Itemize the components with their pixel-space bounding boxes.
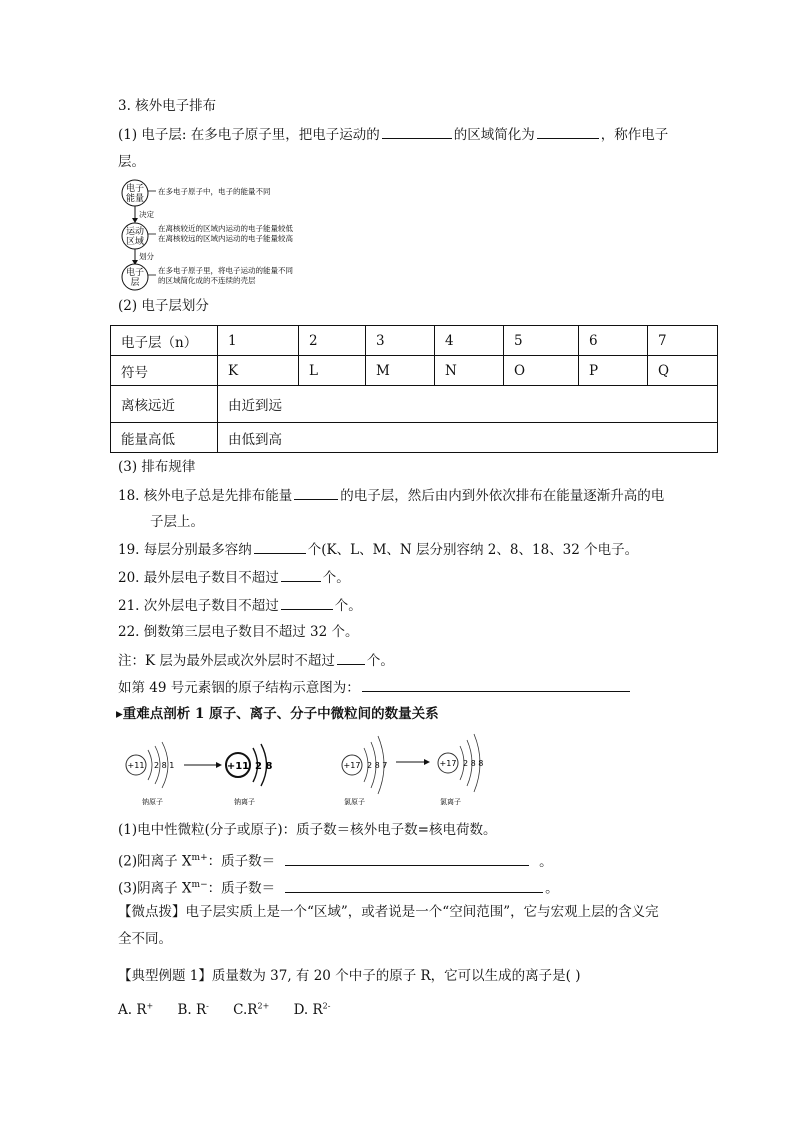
diagram-node-layer: [122, 264, 148, 290]
table-cell: 7: [648, 326, 718, 356]
table-cell: K: [218, 356, 299, 386]
table-row: [111, 356, 718, 386]
cation-part-a: (2)阳离子 X: [118, 853, 192, 870]
rule21-part-b: 个。: [334, 598, 362, 614]
diagram-desc-2b: 在离核较远的区域内运动的电子能量较高: [158, 234, 293, 243]
table-cell: N: [435, 356, 504, 386]
na-nucleus: +11: [127, 761, 145, 770]
rule18-part-a: 18. 核外电子总是先排布能量: [118, 488, 293, 504]
note-part-a: 注：K 层为最外层或次外层时不超过: [118, 653, 335, 669]
option-a-sup: +: [146, 1001, 154, 1010]
option-d-sup: 2-: [322, 1001, 331, 1010]
option-d[interactable]: [294, 1002, 331, 1018]
diagram-desc-2a: 在离核较近的区域内运动的电子能量较低: [158, 224, 293, 233]
anion-part-a: (3)阴离子 X: [118, 880, 192, 897]
na-ion-nucleus: +11: [226, 761, 250, 772]
arrow-divide: [132, 249, 154, 265]
blank-1[interactable]: [382, 124, 452, 139]
p1-label: (1) 电子层: 在多电子原子里，把电子运动的: [118, 127, 380, 143]
rule20-part-b: 个。: [322, 570, 350, 586]
atom-ion-diagrams: [118, 728, 498, 810]
table-row: [111, 423, 718, 453]
p1-mid: 的区域简化为: [453, 127, 535, 143]
table-cell: 由近到远: [218, 386, 718, 423]
table-header-cell: 能量高低: [111, 423, 218, 453]
section-title: 3. 核外电子排布: [118, 98, 217, 114]
example-1-title: 【典型例题 1】质量数为 37, 有 20 个中子的原子 R，它可以生成的离子是( ): [118, 968, 581, 984]
subsection-3-title: (3) 排布规律: [118, 459, 196, 475]
arrow-na: [184, 762, 222, 768]
example-49: [118, 677, 632, 698]
p1-end: ，称作电子: [600, 127, 669, 143]
rule-18-continuation: 子层上。: [150, 514, 204, 530]
diagram-node-energy: [122, 180, 148, 206]
blank-rule18[interactable]: [294, 485, 338, 500]
cation-part-b: ：质子数＝: [207, 853, 276, 870]
table-cell: L: [299, 356, 366, 386]
table-header-cell: 符号: [111, 356, 218, 386]
anion-part-b: ：质子数＝: [207, 880, 276, 897]
option-a-base: A. R: [118, 1001, 147, 1018]
option-b-base: B. R: [177, 1001, 207, 1018]
arrow-divide-label: 划分: [139, 252, 154, 261]
table-cell: 5: [504, 326, 579, 356]
option-b-sup: -: [206, 1001, 209, 1010]
arrow-decide: [132, 206, 154, 223]
cl-nucleus: +17: [343, 761, 361, 770]
option-c[interactable]: [233, 1002, 269, 1018]
blank-rule21[interactable]: [281, 595, 333, 610]
neutral-particle-rule: (1)电中性微粒(分子或原子)：质子数＝核外电子数=核电荷数。: [118, 822, 497, 838]
table-cell: 3: [366, 326, 435, 356]
cation-end: 。: [539, 853, 553, 870]
na-electrons: 2 8 1: [154, 761, 175, 770]
cl-label: 氯原子: [344, 798, 365, 806]
key-point-heading: ▸重难点剖析 1 原子、离子、分子中微粒间的数量关系: [116, 706, 439, 722]
cl-ion-electrons: 2 8 8: [463, 759, 484, 768]
rule-21: [118, 595, 362, 616]
cation-rule: [118, 848, 553, 872]
example49-text: 如第 49 号元素铟的原子结构示意图为：: [118, 680, 360, 696]
table-header-cell: 电子层（n）: [111, 326, 218, 356]
blank-note[interactable]: [337, 650, 365, 665]
chlorine-ion: [438, 734, 483, 806]
table-cell: P: [579, 356, 648, 386]
table-cell: Q: [648, 356, 718, 386]
electron-layer-diagram: [118, 178, 348, 292]
table-row: [111, 386, 718, 423]
table-cell: 4: [435, 326, 504, 356]
diagram-node-region: [122, 223, 148, 249]
option-a[interactable]: [118, 1002, 153, 1018]
tip-line-1: 【微点拨】电子层实质上是一个“区域”，或者说是一个“空间范围”，它与宏观上层的含义完: [118, 904, 659, 920]
arrow-cl: [396, 759, 430, 765]
blank-2[interactable]: [537, 124, 599, 139]
note-part-b: 个。: [366, 653, 394, 669]
option-b[interactable]: [178, 1002, 209, 1018]
rule19-part-a: 19. 每层分别最多容纳: [118, 542, 252, 558]
table-row: [111, 326, 718, 356]
table-cell: 6: [579, 326, 648, 356]
option-c-base: C.R: [233, 1001, 258, 1018]
cl-ion-nucleus: +17: [439, 759, 457, 768]
rule-22: 22. 倒数第三层电子数目不超过 32 个。: [118, 624, 359, 640]
rule-18: [118, 485, 664, 506]
chlorine-atom: [342, 736, 387, 806]
rule20-part-a: 20. 最外层电子数目不超过: [118, 570, 279, 586]
diagram-desc-3a: 在多电子原子里，将电子运动的能量不同: [158, 266, 293, 275]
na-ion-electrons: 2 8: [255, 761, 273, 772]
tip-line-2: 全不同。: [118, 931, 172, 947]
table-cell: O: [504, 356, 579, 386]
cl-ion-label: 氯离子: [440, 798, 461, 806]
anion-charge: m−: [191, 880, 208, 890]
blank-anion[interactable]: [285, 878, 543, 893]
cation-charge: m+: [191, 853, 208, 863]
rule-19: [118, 539, 638, 560]
anion-rule: [118, 875, 559, 899]
node1-line2: 能量: [125, 194, 145, 204]
table-cell: 2: [299, 326, 366, 356]
subsection-2-title: (2) 电子层划分: [118, 298, 209, 314]
table-cell: M: [366, 356, 435, 386]
node2-line1: 运动: [125, 227, 145, 237]
cl-electrons: 2 8 7: [367, 761, 388, 770]
option-c-sup: 2+: [257, 1001, 270, 1010]
node3-line2: 层: [130, 278, 140, 288]
table-cell: 1: [218, 326, 299, 356]
answer-options: [118, 996, 330, 1020]
rule18-part-b: 的电子层，然后由内到外依次排布在能量逐渐升高的电: [340, 488, 665, 504]
rule21-part-a: 21. 次外层电子数目不超过: [118, 598, 279, 614]
electron-layer-table: [110, 325, 718, 453]
blank-cation[interactable]: [285, 851, 529, 866]
sodium-ion: [226, 744, 272, 806]
blank-rule20[interactable]: [281, 567, 321, 582]
rule19-part-b: 个(K、L、M、N 层分别容纳 2、8、18、32 个电子。: [307, 542, 639, 558]
diagram-desc-3b: 的区域简化成的不连续的壳层: [158, 276, 256, 285]
node3-line1: 电子: [125, 268, 145, 278]
node1-line1: 电子: [125, 184, 145, 194]
paragraph-electron-layer: [118, 124, 668, 145]
option-d-base: D. R: [293, 1001, 323, 1018]
node2-line2: 区域: [125, 237, 145, 247]
na-label: 钠原子: [142, 798, 163, 806]
note-k-layer: [118, 650, 394, 671]
sodium-atom: [126, 742, 174, 806]
na-ion-label: 钠离子: [234, 798, 255, 806]
anion-end: 。: [545, 880, 559, 897]
arrow-decide-label: 决定: [139, 210, 154, 219]
blank-example49[interactable]: [362, 677, 630, 692]
rule-20: [118, 567, 350, 588]
table-header-cell: 离核远近: [111, 386, 218, 423]
p1-continuation: 层。: [118, 154, 145, 170]
table-cell: 由低到高: [218, 423, 718, 453]
blank-rule19[interactable]: [254, 539, 306, 554]
diagram-desc-1: 在多电子原子中，电子的能量不同: [158, 187, 271, 196]
